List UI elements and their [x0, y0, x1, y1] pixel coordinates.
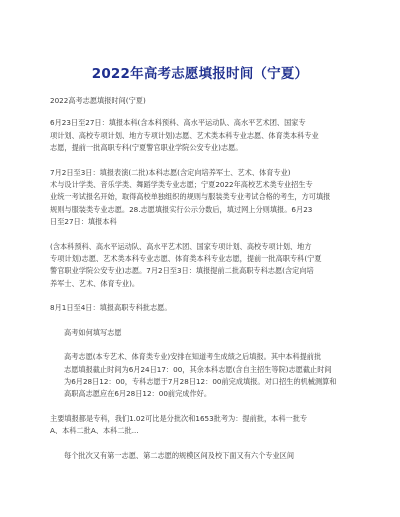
text-line: 业统一考试报名开始，取得高校单独组织的规则与服装类专业考试合格的考生，方可填报: [50, 192, 331, 202]
paragraph-8: [50, 450, 354, 462]
text-line: 8月1日至4日：填报高职专科批志愿。: [50, 303, 172, 313]
text-line: 高考志愿(本专艺术、体育类专业)安排在知道考生成绩之后填报。其中本科提前批: [64, 352, 322, 362]
paragraph-1: [50, 117, 354, 154]
text-line: (含本科预科、高水平运动队、高水平艺术团、国家专项计划、高校专项计划、地方: [50, 241, 312, 251]
subtitle: [50, 95, 354, 107]
text-line: 高考如何填写志愿: [64, 327, 122, 337]
text-line: 日至27日：填报本科: [50, 217, 117, 227]
page-title: 2022年高考志愿填报时间（宁夏）: [91, 66, 309, 82]
text-line: 项计划、高校专项计划、地方专项计划)志愿、艺术类本科专业志愿、体育类本科专业: [50, 130, 319, 140]
paragraph-2: [50, 167, 354, 229]
text-line: 术与设计学类、音乐学类、舞蹈学类专业志愿；宁夏2022年高校艺术类专业招生专: [50, 180, 313, 190]
text-line: 警官职业学院公安专业)志愿。7月2日至3日：填报提前二批高职专科志愿(含定向培: [50, 266, 314, 276]
text-line: 7月2日至3日：填报表演(二批)本科志愿(含定向培养军士、艺术、体育专业): [50, 167, 291, 177]
paragraph-6: [50, 351, 354, 401]
text-line: 为6月28日12：00，专科志愿于7月28日12：00前完成填报。对口招生的机械测算和: [64, 376, 337, 386]
document-body: [50, 95, 354, 474]
text-line: A、本科二批A、本科二批...: [50, 426, 139, 436]
text-line: 志愿填报截止时间为6月24日17：00，其余本科志愿(含自主招生等院)志愿截止时间: [64, 364, 332, 374]
text-line: 养军士、艺术、体育专业)。: [50, 278, 140, 288]
paragraph-3: [50, 241, 354, 291]
text-line: 规则与服装类专业志愿。28.志愿填报实行公示分数后，填过网上分则填报。6月23: [50, 204, 313, 214]
paragraph-4: [50, 302, 354, 314]
text-line: 主要填报都是专科，我们1.02可比是分批次和1653批考为：提前批，本科一批专: [50, 413, 308, 423]
paragraph-7: [50, 413, 354, 438]
text-line: 志愿，提前一批高职专科(宁夏警官职业学院公安专业)志愿。: [50, 143, 243, 153]
text-line: 6月23日至27日：填报本科(含本科预科、高水平运动队、高水平艺术团、国家专: [50, 118, 306, 128]
subtitle-text: 2022高考志愿填报时间(宁夏): [50, 96, 146, 105]
text-line: 专项计划)志愿、艺术类本科专业志愿、体育类本科专业志愿，提前一批高职专科(宁夏: [50, 254, 322, 264]
text-line: 每个批次又有第一志愿、第二志愿的规模区间及校下面又有六个专业区间: [64, 450, 295, 460]
text-line: 高职高志愿应在6月28日12：00前完成作好。: [64, 389, 212, 399]
paragraph-5-heading: [50, 327, 354, 339]
